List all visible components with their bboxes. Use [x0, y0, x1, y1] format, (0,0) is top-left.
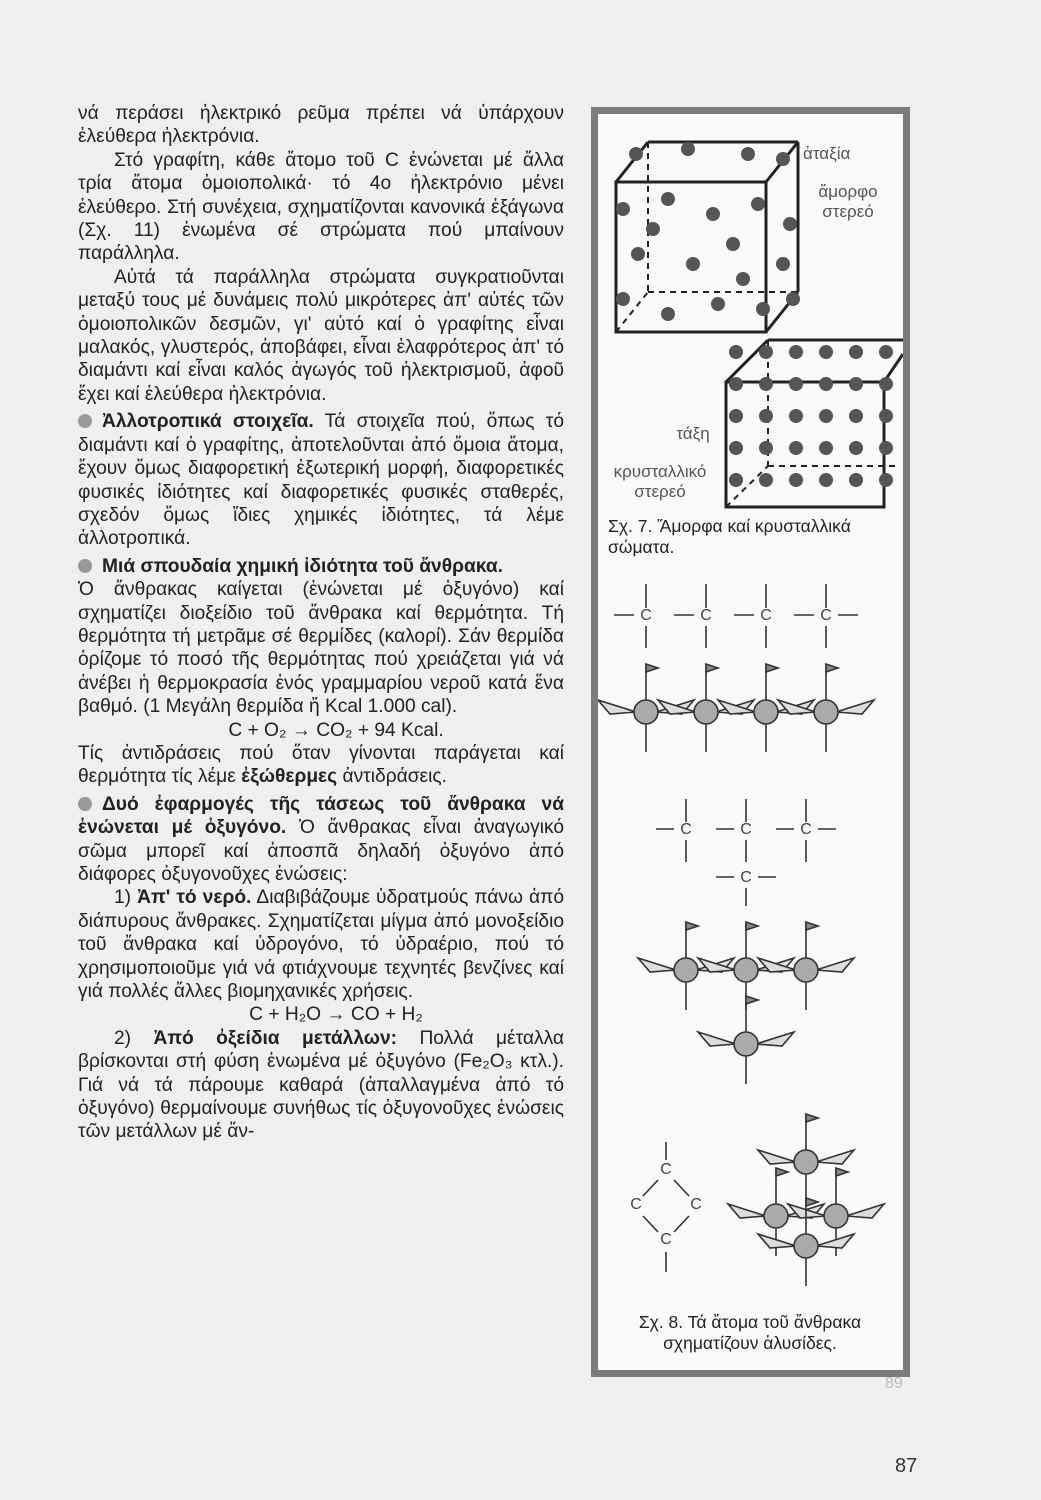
lattice-particle [789, 473, 803, 487]
carbon-atom-label: C [760, 607, 772, 624]
lattice-particle [789, 409, 803, 423]
wing-left [728, 1204, 766, 1218]
carbon-atom-icon [814, 700, 838, 724]
wing-right [816, 1150, 854, 1164]
carbon-atom-label: C [820, 607, 832, 624]
lattice-particle [729, 441, 743, 455]
flag-icon [806, 1114, 818, 1122]
heading-allotropic: Ἀλλοτροπικά στοιχεῖα. [102, 411, 314, 433]
heading-applications: Δυό ἐφαρμογές τῆς τάσεως τοῦ ἄνθρακα νά ἑνώνεται μέ ὀξυγόνο. [78, 793, 564, 839]
caption-figure-8: Σχ. 8. Τά ἄτομα τοῦ ἄνθρακα σχηματίζουν ἁλυσίδες. [638, 1312, 862, 1353]
flag-icon [706, 664, 718, 672]
paragraph-3: Αὐτά τά παράλληλα στρώματα συγκρατιοῦνται μεταξύ τους μέ δυνάμεις πολύ μικρότερες ἀπ' αὐτές τῶν ὁμοιοπολικῶν δεσμῶν, γι' αὐτό καί ὁ γραφίτης εἶναι μαλακός, γλυστερός, ἀποβάφει, εἶναι ἐλαφρότερος ἀπ' τό διαμάντι καί εἶναι καλός ἀγωγός τοῦ ἠλεκτρισμοῦ, ἀφοῦ ἔχει καί ἐλεύθερα ἠλεκτρόνια. [78, 266, 564, 405]
carbon-atom-label: C [680, 821, 692, 838]
carbon-chain-diagram [614, 584, 858, 648]
carbon-atom-label: C [690, 1196, 702, 1213]
crystal-cube [726, 340, 903, 507]
section-applications [78, 793, 564, 887]
carbon-atom-icon [764, 1204, 788, 1228]
lattice-particle [819, 441, 833, 455]
carbon-atom-label: C [740, 869, 752, 886]
paragraph-9: Πολλά μέταλλα βρίσκονται στή φύση ἑνωμένα μέ ὀξυγόνο (Fe₂O₃ κτλ.). Γιά νά τά πάρουμε καθαρά (ἀπαλλαγμένα ἀπό τό ὀξυγόνο) θερμαίνουμε συνήθως τίς ὀξυγονοῦχες ἑνώσεις τῶν μετάλλων μέ ἄν- [78, 1027, 564, 1143]
paragraph-8: Διαβιβάζουμε ὑδρατμούς πάνω ἀπό διάπυρους ἄνθρακες. Σχηματίζεται μίγμα ἀπό μονοξείδιο τοῦ ἄνθρακα καί ὑδρογόνο, τό ὑδραέριο, πού τό χρησιμοποιοῦμε γιά νά φτιάχνουμε τεχνητές βενζίνες καί γιά πολλές ἄλλες βιομηχανικές χρήσεις. [78, 887, 564, 1003]
lattice-particle [819, 409, 833, 423]
figure-drawings [598, 114, 903, 1370]
particle [711, 297, 725, 311]
particle [776, 152, 790, 166]
particle [741, 147, 755, 161]
lattice-particle [789, 345, 803, 359]
lattice-particle [729, 345, 743, 359]
wing-right [816, 1234, 854, 1248]
particle [706, 207, 720, 221]
carbon-atom-label: C [660, 1231, 672, 1248]
item-number: 2) [114, 1027, 132, 1049]
lattice-particle [849, 441, 863, 455]
lattice-particle [759, 409, 773, 423]
label-disorder: ἀταξία [803, 144, 851, 163]
particle [629, 147, 643, 161]
lattice-particle [819, 377, 833, 391]
label-order: τάξη [676, 424, 710, 443]
carbon-atom-icon [794, 1150, 818, 1174]
flag-icon [826, 664, 838, 672]
particle [681, 142, 695, 156]
carbon-atom-icon [794, 958, 818, 982]
lattice-particle [879, 473, 893, 487]
carbon-atom-label: C [640, 607, 652, 624]
paragraph-6-end: ἀντιδράσεις. [342, 766, 447, 788]
wing-right [756, 1032, 794, 1046]
caption-figure-7: Σχ. 7. Ἄμορφα καί κρυσταλλικά σώματα. [608, 516, 851, 557]
flag-icon [766, 664, 778, 672]
carbon-atom-icon [754, 700, 778, 724]
flag-icon [776, 1168, 788, 1176]
heading-water: Ἀπ' τό νερό. [137, 887, 252, 909]
label-crystalline-solid: κρυσταλλικό στερεό [613, 462, 707, 501]
corner-mark: 89 [885, 1375, 903, 1392]
bullet-icon [78, 797, 92, 811]
paragraph-2: Στό γραφίτη, κάθε ἄτομο τοῦ C ἑνώνεται μέ ἄλλα τρία ἄτομα ὁμοιοπολικά· τό 4ο ἠλεκτρόνιο μένει ἐλεύθερο. Στή συνέχεια, σχηματίζονται κανονικά ἑξάγωνα (Σχ. 11) ἑνωμένα σέ στρώματα πού μπαίνουν παράλληλα. [78, 149, 564, 265]
lattice-particle [819, 473, 833, 487]
wing-left [638, 958, 676, 972]
wing-right [836, 700, 874, 714]
particle [631, 247, 645, 261]
item-water [78, 886, 564, 1003]
term-exothermic: ἐξώθερμες [241, 766, 338, 788]
lattice-particle [789, 441, 803, 455]
particle [786, 292, 800, 306]
wing-left [758, 1234, 796, 1248]
particle [616, 202, 630, 216]
lattice-particle [729, 473, 743, 487]
carbon-atom-label: C [630, 1196, 642, 1213]
wing-left [758, 1150, 796, 1164]
lattice-particle [759, 377, 773, 391]
lattice-particle [879, 377, 893, 391]
paragraph-6-text: Τίς ἀντιδράσεις πού ὅταν γίνονται παράγεται καί θερμότητα τίς λέμε [78, 742, 564, 788]
lattice-particle [729, 409, 743, 423]
lattice-particle [849, 473, 863, 487]
figure-box [591, 107, 910, 1377]
wing-left [698, 1032, 736, 1046]
lattice-particle [849, 377, 863, 391]
page-number: 87 [895, 1455, 918, 1477]
flag-icon [806, 1198, 818, 1206]
item-metal-oxides [78, 1027, 564, 1144]
carbon-atom-icon [634, 700, 658, 724]
lattice-particle [759, 345, 773, 359]
paragraph-6 [78, 742, 564, 789]
paragraph-1: νά περάσει ἠλεκτρικό ρεῦμα πρέπει νά ὑπάρχουν ἐλεύθερα ἠλεκτρόνια. [78, 103, 564, 148]
wing-left [598, 700, 636, 714]
carbon-atom-icon [794, 1234, 818, 1258]
heading-chemical-property: Μιά σπουδαία χημική ἰδιότητα τοῦ ἄνθρακα. [102, 555, 503, 577]
paragraph-4: Τά στοιχεῖα πού, ὅπως τό διαμάντι καί ὁ γραφίτης, ἀποτελοῦνται ἀπό ὅμοια ἄτομα, ἔχουν ὅμως διαφορετική ἐξωτερική μορφή, διαφορετικές φυσικές ἰδιότητες καί διαφορετικές φυσικές σταθερές, σχεδόν ὅμως ἴδιες χημικές ἰδιότητες, τά λέμε ἀλλοτροπικά. [78, 411, 565, 550]
lattice-particle [759, 473, 773, 487]
lattice-particle [879, 441, 893, 455]
lattice-particle [849, 409, 863, 423]
amorphous-cube [616, 142, 798, 332]
carbon-atom-icon [694, 700, 718, 724]
bond [674, 1180, 689, 1196]
carbon-ring-diagram [630, 1142, 702, 1272]
particle [686, 257, 700, 271]
bond [674, 1216, 689, 1232]
particle [751, 197, 765, 211]
flag-icon [686, 922, 698, 930]
carbon-atom-icon [674, 958, 698, 982]
flag-icon [836, 1168, 848, 1176]
lattice-particle [729, 377, 743, 391]
carbon-atom-figures [598, 664, 884, 1286]
particle [726, 237, 740, 251]
bullet-icon [78, 414, 92, 428]
carbon-atom-icon [824, 1204, 848, 1228]
section-allotropic [78, 410, 564, 550]
particle [783, 217, 797, 231]
carbon-atom-icon [734, 1032, 758, 1056]
bullet-icon [78, 559, 92, 573]
equation-combustion: C + O₂ → CO₂ + 94 Kcal. [228, 719, 444, 741]
flag-icon [746, 996, 758, 1004]
particle [736, 272, 750, 286]
particle [776, 257, 790, 271]
text-column [78, 102, 564, 1144]
label-amorphous-solid: ἄμορφο στερεό [818, 182, 878, 221]
lattice-particle [819, 345, 833, 359]
flag-icon [746, 922, 758, 930]
carbon-atom-label: C [740, 821, 752, 838]
lattice-particle [759, 441, 773, 455]
lattice-particle [879, 345, 893, 359]
flag-icon [646, 664, 658, 672]
paragraph-7: Ὁ ἄνθρακας εἶναι ἀναγωγικό σῶμα μπορεῖ καί ἀποσπᾶ δηλαδή ὀξυγόνο ἀπό διάφορες ὀξυγονοῦχες ἑνώσεις: [78, 817, 564, 885]
carbon-atom-label: C [700, 607, 712, 624]
particle [756, 302, 770, 316]
lattice-particle [879, 409, 893, 423]
paragraph-5: Ὁ ἄνθρακας καίγεται (ἑνώνεται μέ ὀξυγόνο) καί σχηματίζει διοξείδιο τοῦ ἄνθρακα καί θερμότητα. Τή θερμότητα τή μετρᾶμε σέ θερμίδες (καλορί). Σάν θερμίδα ὁρίζομε τό ποσό τῆς θερμότητας πού χρειάζεται γιά νά ἀνέβει ἡ θερμοκρασία ἑνός γραμμαρίου νεροῦ κατά ἕνα βαθμό. (1 Μεγάλη θερμίδα ἤ Kcal 1.000 cal). [78, 579, 564, 718]
section-chemical-property [78, 555, 564, 578]
lattice-particle [789, 377, 803, 391]
particle [661, 192, 675, 206]
bond [643, 1216, 658, 1232]
particle [661, 307, 675, 321]
carbon-atom-icon [734, 958, 758, 982]
carbon-branched-diagram [656, 799, 836, 906]
equation-water-gas: C + H₂O → CO + H₂ [249, 1004, 423, 1026]
lattice-particle [849, 345, 863, 359]
wing-right [816, 958, 854, 972]
wing-right [846, 1204, 884, 1218]
bond [643, 1180, 658, 1196]
particle [646, 222, 660, 236]
item-number: 1) [114, 887, 132, 909]
carbon-atom-label: C [800, 821, 812, 838]
particle [616, 292, 630, 306]
carbon-atom-label: C [660, 1161, 672, 1178]
flag-icon [806, 922, 818, 930]
heading-metal-oxides: Ἀπό ὀξείδια μετάλλων: [153, 1027, 398, 1049]
